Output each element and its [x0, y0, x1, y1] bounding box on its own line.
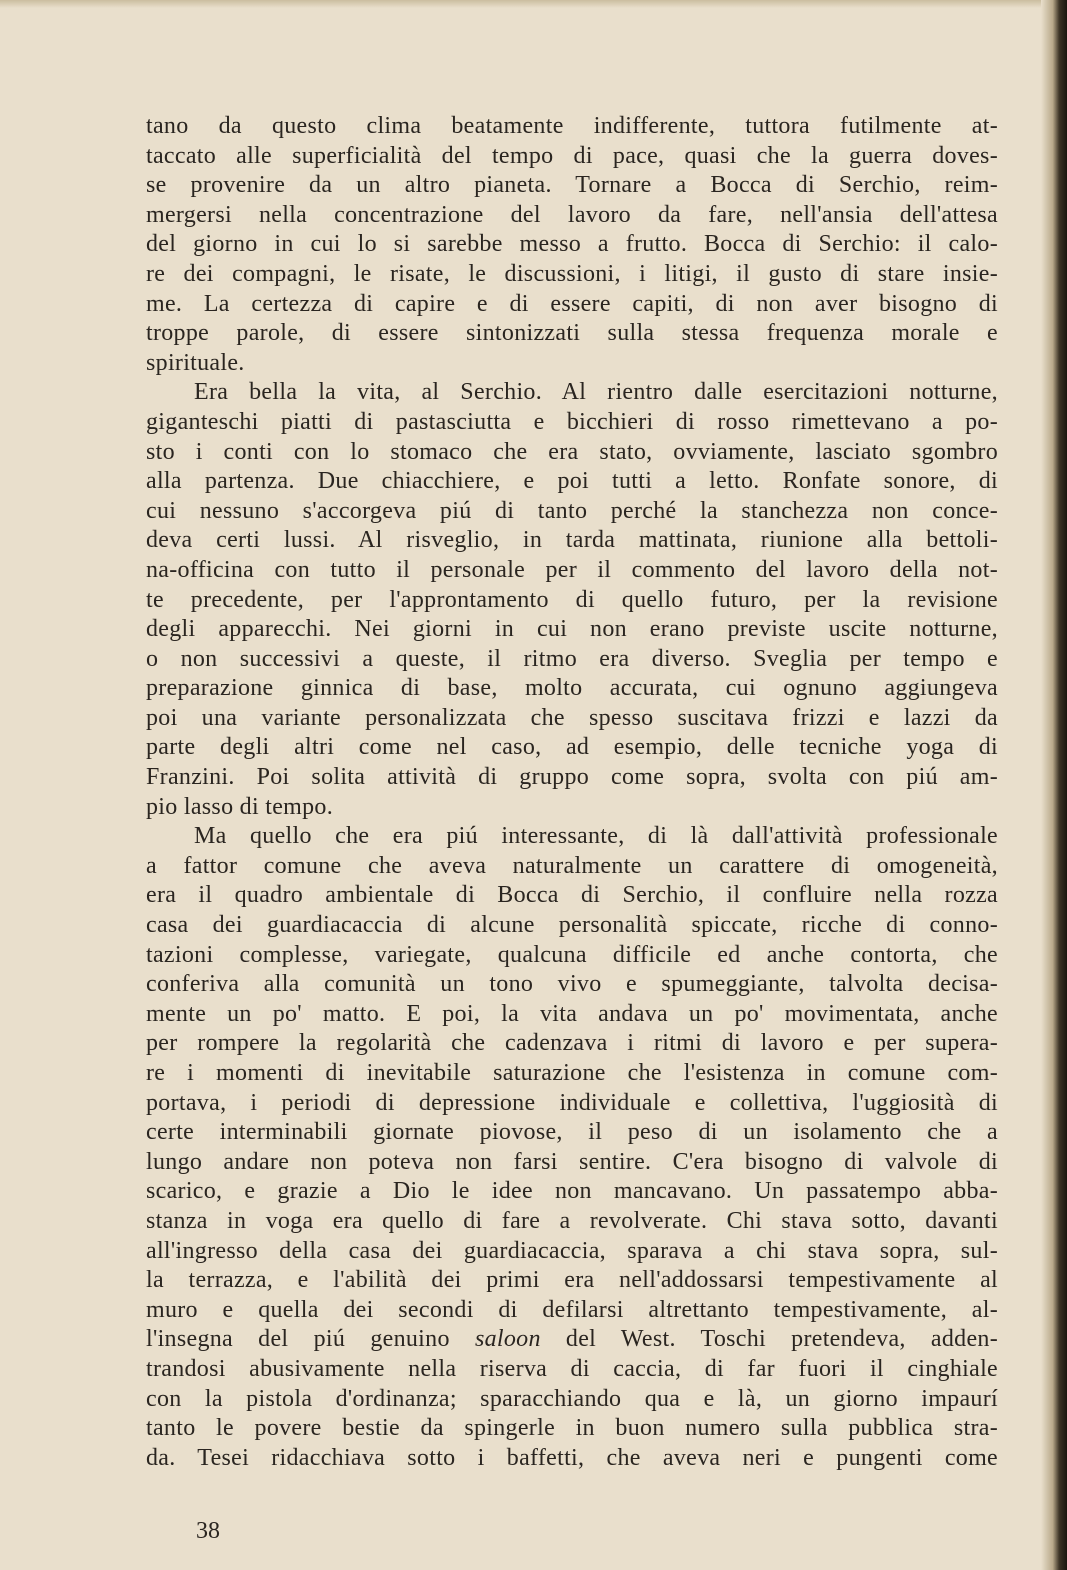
text-line: tazioni complesse, variegate, qualcuna difficile ed anche contorta, che [146, 941, 998, 968]
text-line: te precedente, per l'approntamento di quello futuro, per la revisione [146, 586, 998, 613]
text-line: troppe parole, di essere sintonizzati sulla stessa frequenza morale e [146, 320, 998, 347]
text-line: taccato alle superficialità del tempo di pace, quasi che la guerra doves- [146, 142, 998, 169]
text-line: cui nessuno s'accorgeva piú di tanto perché la stanchezza non conce- [146, 497, 998, 524]
text-line: spirituale. [146, 349, 245, 376]
page-top-shadow [0, 0, 1041, 8]
text-line: la terrazza, e l'abilità dei primi era nell'addossarsi tempestivamente al [146, 1267, 998, 1294]
book-spine-edge [1041, 0, 1067, 1570]
text-line: se provenire da un altro pianeta. Tornare a Bocca di Serchio, reim- [146, 172, 998, 199]
text-line: portava, i periodi di depressione individuale e collettiva, l'uggiosità di [146, 1089, 998, 1116]
page-number: 38 [196, 1518, 220, 1544]
text-line: preparazione ginnica di base, molto accurata, cui ognuno aggiungeva [146, 675, 998, 702]
text-line: a fattor comune che aveva naturalmente un carattere di omogeneità, [146, 852, 998, 879]
text-line: muro e quella dei secondi di defilarsi altrettanto tempestivamente, al- [146, 1296, 998, 1323]
text-line: tanto le povere bestie da spingerle in buon numero sulla pubblica stra- [146, 1415, 998, 1442]
text-line: era il quadro ambientale di Bocca di Serchio, il confluire nella rozza [146, 882, 998, 909]
text-line: o non successivi a queste, il ritmo era diverso. Sveglia per tempo e [146, 645, 998, 672]
body-text [146, 112, 998, 1473]
text-line: Franzini. Poi solita attività di gruppo come sopra, svolta con piú am- [146, 764, 998, 791]
text-line: sto i conti con lo stomaco che era stato, ovviamente, lasciato sgombro [146, 438, 998, 465]
text-line: me. La certezza di capire e di essere capiti, di non aver bisogno di [146, 290, 998, 317]
text-line: da. Tesei ridacchiava sotto i baffetti, che aveva neri e pungenti come [146, 1444, 998, 1471]
text-line: Era bella la vita, al Serchio. Al rientro dalle esercitazioni notturne, [194, 379, 998, 406]
text-line: giganteschi piatti di pastasciutta e bicchieri di rosso rimettevano a po- [146, 408, 998, 435]
text-line: stanza in voga era quello di fare a revolverate. Chi stava sotto, davanti [146, 1207, 998, 1234]
text-line: casa dei guardiacaccia di alcune personalità spiccate, ricche di conno- [146, 912, 998, 939]
text-line: trandosi abusivamente nella riserva di caccia, di far fuori il cinghiale [146, 1355, 998, 1382]
text-line: scarico, e grazie a Dio le idee non mancavano. Un passatempo abba- [146, 1178, 998, 1205]
text-line: lungo andare non poteva non farsi sentire. C'era bisogno di valvole di [146, 1148, 998, 1175]
text-line: all'ingresso della casa dei guardiacaccia, sparava a chi stava sopra, sul- [146, 1237, 998, 1264]
text-line: del giorno in cui lo si sarebbe messo a frutto. Bocca di Serchio: il calo- [146, 231, 998, 258]
text-line: deva certi lussi. Al risveglio, in tarda mattinata, riunione alla bettoli- [146, 527, 998, 554]
text-line: per rompere la regolarità che cadenzava i ritmi di lavoro e per supera- [146, 1030, 998, 1057]
text-line: pio lasso di tempo. [146, 793, 334, 820]
text-line: mente un po' matto. E poi, la vita andava un po' movimentata, anche [146, 1000, 998, 1027]
text-line: alla partenza. Due chiacchiere, e poi tutti a letto. Ronfate sonore, di [146, 468, 998, 495]
text-line: degli apparecchi. Nei giorni in cui non erano previste uscite notturne, [146, 616, 998, 643]
text-line: na-officina con tutto il personale per il commento del lavoro della not- [146, 556, 998, 583]
text-line: l'insegna del piú genuino saloon del West. Toschi pretendeva, adden- [146, 1326, 998, 1353]
text-line: re i momenti di inevitabile saturazione che l'esistenza in comune com- [146, 1060, 998, 1086]
text-line: Ma quello che era piú interessante, di là dall'attività professionale [194, 823, 998, 850]
text-line: con la pistola d'ordinanza; sparacchiando qua e là, un giorno impaurí [146, 1385, 998, 1412]
text-line: certe interminabili giornate piovose, il peso di un isolamento che a [146, 1119, 998, 1146]
text-line: re dei compagni, le risate, le discussioni, i litigi, il gusto di stare insie- [146, 260, 998, 287]
text-line: conferiva alla comunità un tono vivo e spumeggiante, talvolta decisa- [146, 971, 998, 998]
text-line: poi una variante personalizzata che spesso suscitava frizzi e lazzi da [146, 704, 998, 731]
text-line: tano da questo clima beatamente indifferente, tuttora futilmente at- [146, 113, 998, 139]
text-line: mergersi nella concentrazione del lavoro da fare, nell'ansia dell'attesa [146, 201, 998, 228]
text-line: parte degli altri come nel caso, ad esempio, delle tecniche yoga di [146, 734, 998, 761]
